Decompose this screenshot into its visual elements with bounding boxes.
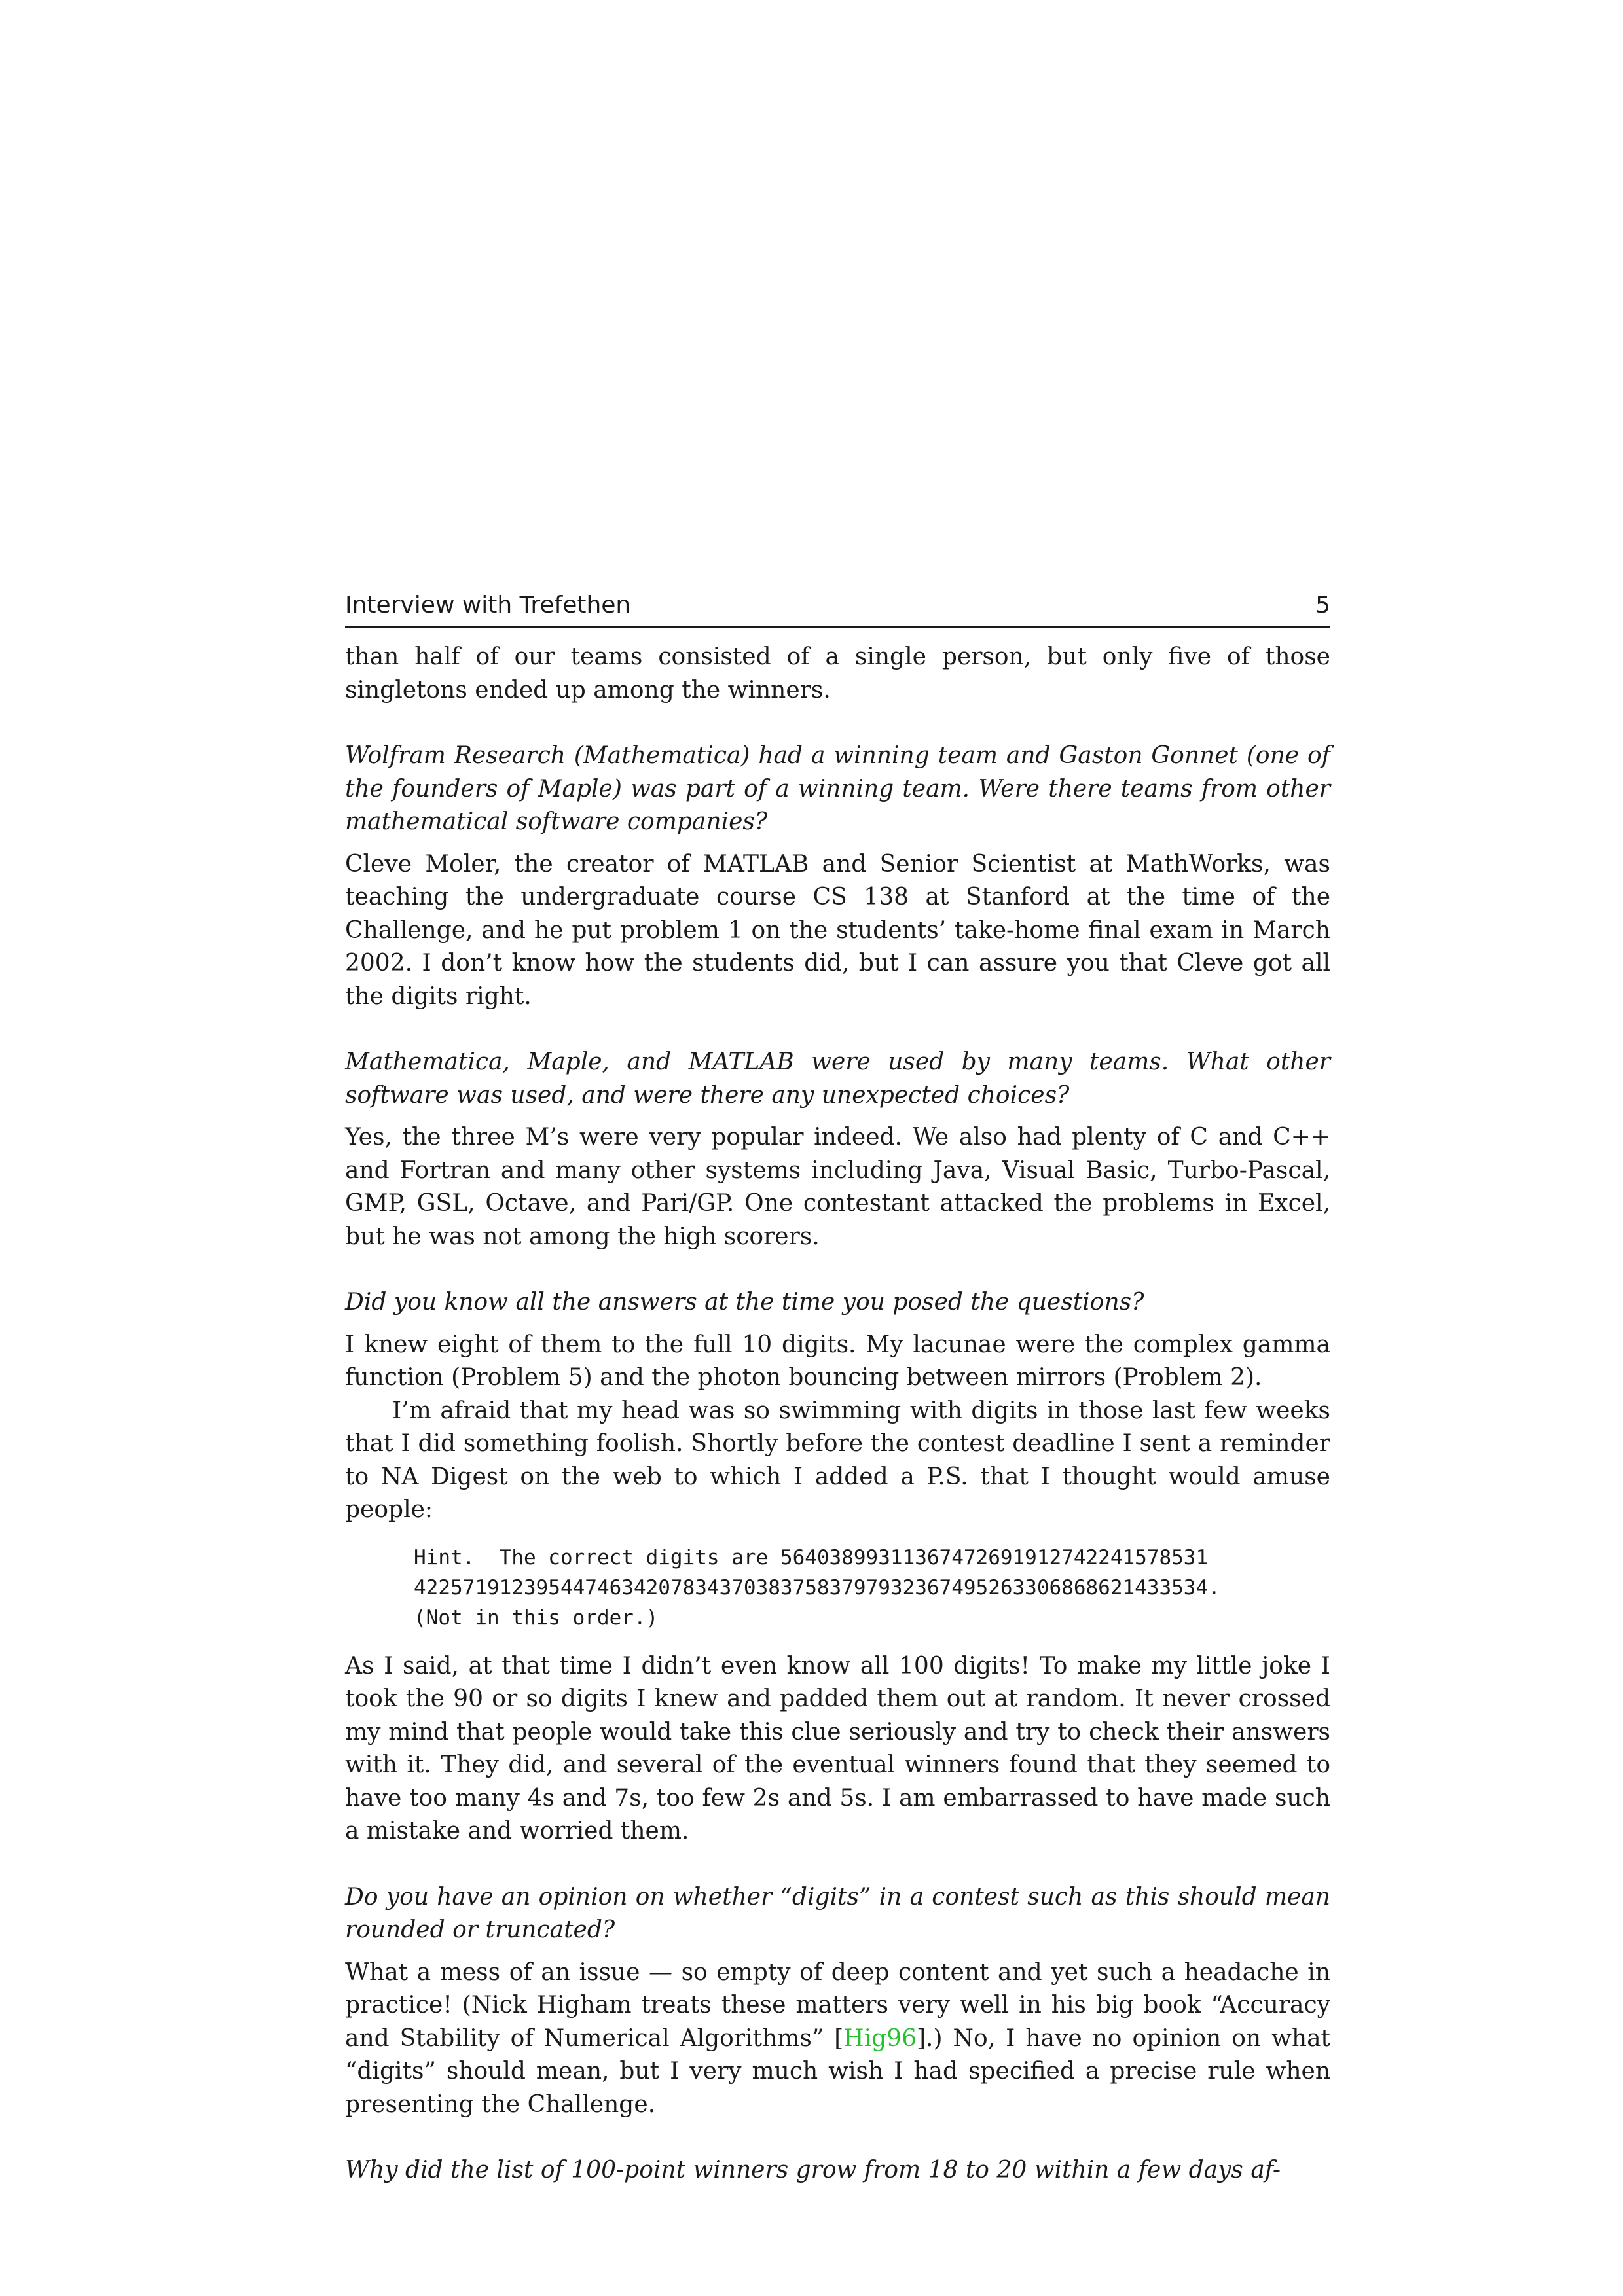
hint-line-3: (Not in this order.) <box>414 1605 659 1630</box>
hint-code-block <box>414 1543 1330 1633</box>
answer-3: I knew eight of them to the full 10 digits. My lacunae were the complex gamma function (Problem 5) and the photon bouncing between mirrors (Problem 2). <box>345 1331 1330 1391</box>
citation-link[interactable]: Hig96 <box>843 2024 917 2052</box>
question-4: Do you have an opinion on whether “digits” in a contest such as this should mean rounded or truncated? <box>345 1883 1330 1943</box>
running-head <box>345 589 1330 628</box>
paragraph-continuation: than half of our teams consisted of a single person, but only five of those singletons ended up among the winners. <box>345 643 1330 704</box>
answer-3-continued: I’m afraid that my head was so swimming with digits in those last few weeks that I did something foolish. Shortly before the contest deadline I sent a reminder to NA Digest on the web to which I added a P.S. that I thought would amuse people: <box>345 1397 1330 1523</box>
hint-line-1: Hint. The correct digits are 5640389931136747269191274224157853​1 <box>414 1545 1209 1570</box>
page <box>345 589 1330 2187</box>
answer-4-text-after: ].) No, I have no opinion on what “digits” should mean, but I very much wish I had specified a precise rule when presenting the Challenge. <box>345 2024 1330 2118</box>
answer-3-after-hint: As I said, at that time I didn’t even know all 100 digits! To make my little joke I took the 90 or so digits I knew and padded them out at random. It never crossed my mind that people would take this clue seriously and try to check their answers with it. They did, and several of the eventual winners found that they seemed to have too many 4s and 7s, too few 2s and 5s. I am embarrassed to have made such a mistake and worried them. <box>345 1652 1330 1844</box>
question-2: Mathematica, Maple, and MATLAB were used by many teams. What other software was used, and were there any unexpected choices? <box>345 1049 1330 1109</box>
running-title: Interview with Trefethen <box>345 592 631 619</box>
answer-2: Yes, the three M’s were very popular indeed. We also had plenty of C and C++ and Fortran and many other systems including Java, Visual Basic, Turbo-Pascal, GMP, GSL, Octave, and Pari/GP. One contestant attacked the problems in Excel, but he was not among the high scorers. <box>345 1124 1330 1250</box>
hint-line-2: 4225719123954474634207834370383758379793236749526330686862143353​4. <box>414 1575 1220 1600</box>
page-number: 5 <box>1315 592 1330 619</box>
answer-1: Cleve Moler, the creator of MATLAB and Senior Scientist at MathWorks, was teaching the undergraduate course CS 138 at Stanford at the time of the Challenge, and he put problem 1 on the students’ take-home final exam in March 2002. I don’t know how the students did, but I can assure you that Cleve got all the digits right. <box>345 850 1330 1010</box>
question-1: Wolfram Research (Mathematica) had a winning team and Gaston Gonnet (one of the founders of Maple) was part of a winning team. Were there teams from other mathematical software companies? <box>345 742 1330 835</box>
answer-4-text-before: What a mess of an issue — so empty of deep content and yet such a headache in practice! (Nick Higham treats these matters very well in his big book “Accuracy and Stability of Numerical Algorithms” [ <box>345 1958 1330 2052</box>
question-3: Did you know all the answers at the time you posed the questions? <box>345 1289 1144 1316</box>
body-text <box>345 641 1330 2187</box>
question-5: Why did the list of 100-point winners grow from 18 to 20 within a few days af- <box>345 2157 1281 2183</box>
answer-4 <box>345 1956 1330 2122</box>
